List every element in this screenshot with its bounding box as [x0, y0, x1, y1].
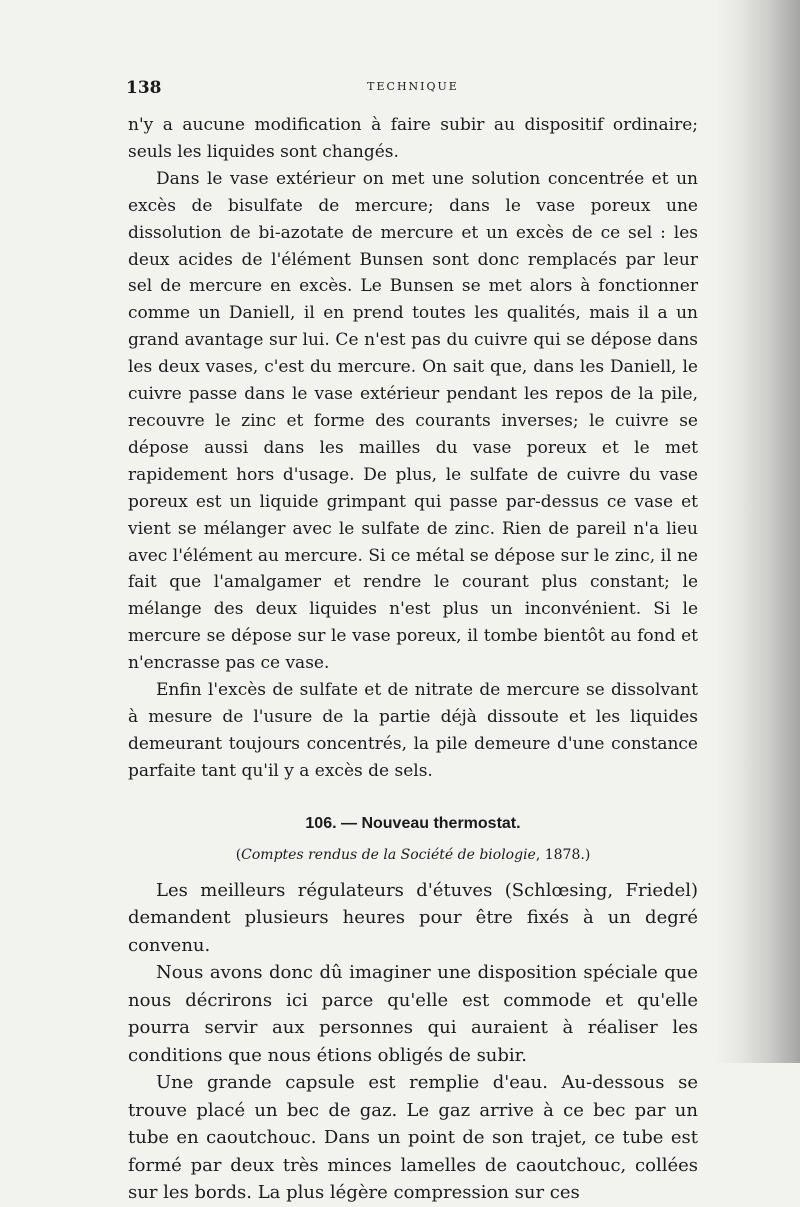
paragraph-continuation: n'y a aucune modification à faire subir au dispositif ordinaire; seuls les liquides sont changés.	[128, 115, 698, 162]
page-edge-shadow	[715, 0, 800, 1063]
paragraph-mercury-element: Dans le vase extérieur on met une solution concentrée et un excès de bisulfate de mercure; dans le vase poreux une dissolution de bi-azotate de mercure et un excès de ce sel : les deux acides de l'élément Bunsen sont donc remplacés par leur sel de mercure en excès. Le Bunsen se met alors à fonctionner comme un Daniell, il en prend toutes les qualités, mais il a un grand avantage sur lui. Ce n'est pas du cuivre qui se dépose dans les deux vases, c'est du mercure. On sait que, dans les Daniell, le cuivre passe dans le vase extérieur pendant les repos de la pile, recouvre le zinc et forme des courants inverses; le cuivre se dépose aussi dans les mailles du vase poreux et le met rapidement hors d'usage. De plus, le sulfate de cuivre du vase poreux est un liquide grimpant qui passe par-dessus ce vase et vient se mélanger avec le sulfate de zinc. Rien de pareil n'a lieu avec l'élément au mercure. Si ce métal se dépose sur le zinc, il ne fait que l'amalgamer et rendre le courant plus constant; le mélange des deux liquides n'est plus un inconvénient. Si le mercure se dépose sur le vase poreux, il tombe bientôt au fond et n'encrasse pas ce vase.	[128, 168, 698, 674]
citation-year: , 1878.)	[535, 846, 591, 863]
section-citation	[128, 845, 698, 865]
paragraph-disposition: Nous avons donc dû imaginer une disposition spéciale que nous décrirons ici parce qu'elle est commode et qu'elle pourra servir aux personnes qui auraient à réaliser les conditions que nous étions obligés de subir.	[128, 962, 698, 1066]
section-heading: 106. — Nouveau thermostat.	[305, 814, 521, 832]
citation-open: (	[235, 846, 242, 863]
running-head	[128, 78, 698, 112]
page-number: 138	[126, 78, 162, 98]
citation-title: Comptes rendus de la Société de biologie	[241, 846, 536, 863]
book-page	[128, 78, 698, 1207]
body-text	[128, 112, 698, 785]
paragraph-constancy: Enfin l'excès de sulfate et de nitrate de mercure se dissolvant à mesure de l'usure de la partie déjà dissoute et les liquides demeurant toujours concentrés, la pile demeure d'une constance parfaite tant qu'il y a excès de sels.	[128, 680, 698, 781]
section-body	[128, 877, 698, 1207]
running-title: TECHNIQUE	[367, 80, 459, 93]
paragraph-capsule: Une grande capsule est remplie d'eau. Au-dessous se trouve placé un bec de gaz. Le gaz arrive à ce bec par un tube en caoutchouc. Dans un point de son trajet, ce tube est formé par deux très minces lamelles de caoutchouc, collées sur les bords. La plus légère compression sur ces	[128, 1072, 698, 1204]
paragraph-regulators: Les meilleurs régulateurs d'étuves (Schlœsing, Friedel) demandent plusieurs heures pour être fixés à un degré convenu.	[128, 879, 698, 956]
